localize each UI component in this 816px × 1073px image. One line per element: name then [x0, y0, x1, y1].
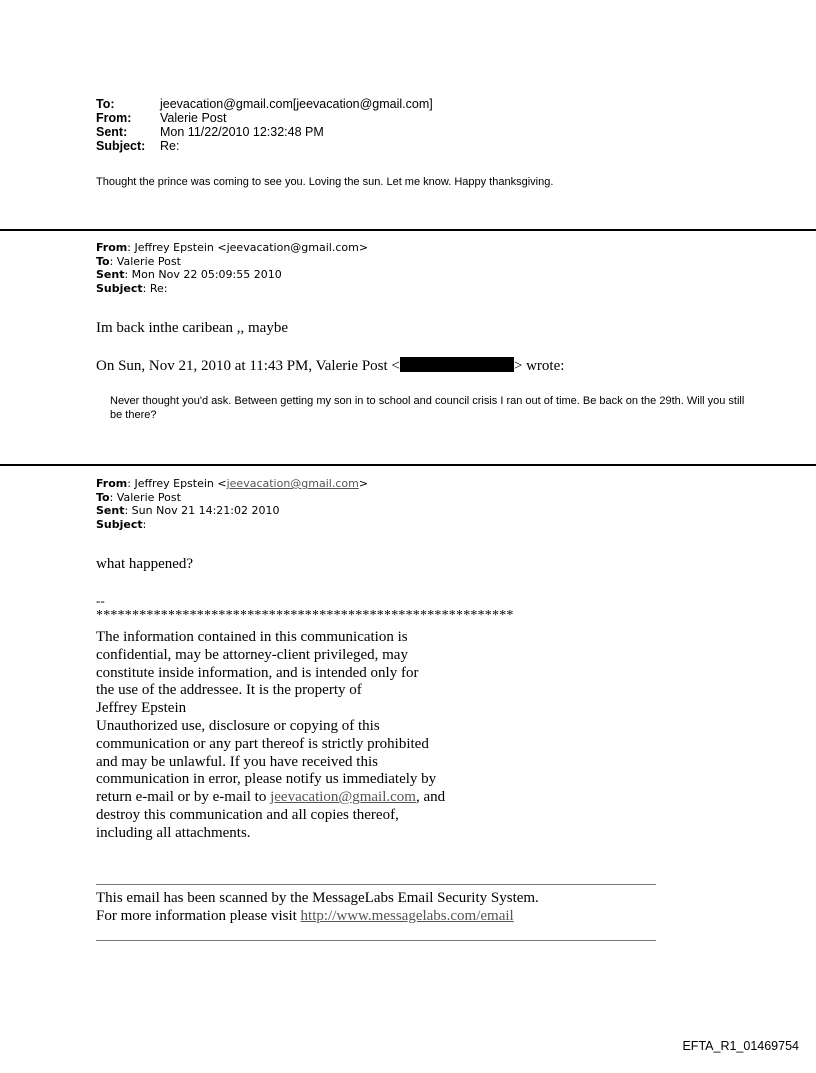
from-email-link[interactable]: jeevacation@gmail.com	[226, 477, 359, 490]
email3-header	[96, 477, 368, 531]
from-label: From:	[96, 111, 132, 125]
stars-line: **********************************************************	[96, 608, 514, 623]
email3-body: what happened?	[96, 556, 194, 572]
subject-label: Subject:	[96, 139, 146, 153]
from-suffix: >	[358, 477, 369, 490]
disclaimer-line: destroy this communication and all copies thereof,	[96, 806, 399, 823]
sent-value: : Mon Nov 22 05:09:55 2010	[124, 268, 282, 282]
from-label: From	[96, 241, 128, 254]
divider	[0, 464, 816, 466]
disclaimer-email-link[interactable]: jeevacation@gmail.com	[270, 789, 416, 806]
sent-label: Sent:	[96, 125, 128, 139]
subject-value: Re:	[160, 139, 180, 153]
sent-label: Sent	[96, 268, 125, 282]
scan-line	[96, 907, 539, 925]
sent-value: : Sun Nov 21 14:21:02 2010	[124, 504, 280, 518]
disclaimer-line: confidential, may be attorney-client privileged, may	[96, 646, 408, 663]
quote-intro-before: On Sun, Nov 21, 2010 at 11:43 PM, Valerie Post <	[96, 358, 400, 374]
to-label: To	[96, 254, 110, 268]
messagelabs-link[interactable]: http://www.messagelabs.com/email	[300, 908, 514, 924]
disclaimer-line: and may be unlawful. If you have received this	[96, 753, 378, 770]
email1-body: Thought the prince was coming to see you. Loving the sun. Let me know. Happy thanksgiving.	[96, 176, 554, 188]
divider	[0, 229, 816, 231]
scan-divider-top	[96, 884, 656, 885]
disclaimer-text: return e-mail or by e-mail to	[96, 789, 271, 806]
to-value: jeevacation@gmail.com[jeevacation@gmail.com]	[160, 97, 433, 111]
disclaimer	[96, 629, 445, 843]
disclaimer-line	[96, 789, 445, 807]
disclaimer-line: Unauthorized use, disclosure or copying of this	[96, 717, 380, 734]
sent-value: Mon 11/22/2010 12:32:48 PM	[160, 125, 324, 139]
disclaimer-line: The information contained in this communication is	[96, 629, 408, 645]
scan-text: For more information please visit	[96, 908, 301, 924]
disclaimer-line: the use of the addressee. It is the property of	[96, 682, 362, 699]
redaction-box	[400, 357, 514, 372]
quoted-text: Never thought you'd ask. Between getting my son in to school and council crisis I ran out of time. Be back on the 29th. Will you still be there?	[110, 395, 745, 421]
signature-dash: --	[96, 593, 105, 608]
to-value: : Valerie Post	[109, 254, 181, 268]
to-label: To	[96, 490, 110, 504]
subject-value: : Re:	[142, 281, 168, 295]
scan-divider-bottom	[96, 940, 656, 941]
email2-header	[96, 241, 368, 295]
disclaimer-line: including all attachments.	[96, 824, 251, 841]
from-value: : Jeffrey Epstein <jeevacation@gmail.com>	[127, 241, 369, 254]
scan-line: This email has been scanned by the MessageLabs Email Security System.	[96, 890, 539, 906]
disclaimer-line: constitute inside information, and is intended only for	[96, 664, 419, 681]
to-label: To:	[96, 97, 115, 111]
to-value: : Valerie Post	[109, 490, 181, 504]
sent-label: Sent	[96, 504, 125, 518]
scan-notice	[96, 889, 539, 925]
disclaimer-line: communication in error, please notify us immediately by	[96, 771, 437, 788]
subject-value: :	[142, 517, 147, 531]
subject-label: Subject	[96, 517, 143, 531]
email1-header	[96, 97, 433, 153]
disclaimer-line: Jeffrey Epstein	[96, 700, 187, 717]
from-label: From	[96, 477, 128, 490]
quote-intro-after: > wrote:	[513, 358, 565, 374]
document-id: EFTA_R1_01469754	[682, 1039, 799, 1053]
subject-label: Subject	[96, 281, 143, 295]
disclaimer-text: , and	[415, 789, 446, 806]
email2-body: Im back inthe caribean ,, maybe	[96, 320, 288, 336]
from-prefix: : Jeffrey Epstein <	[127, 477, 227, 490]
disclaimer-line: communication or any part thereof is strictly prohibited	[96, 735, 429, 752]
from-value: Valerie Post	[160, 111, 227, 125]
quote-intro	[96, 357, 564, 375]
